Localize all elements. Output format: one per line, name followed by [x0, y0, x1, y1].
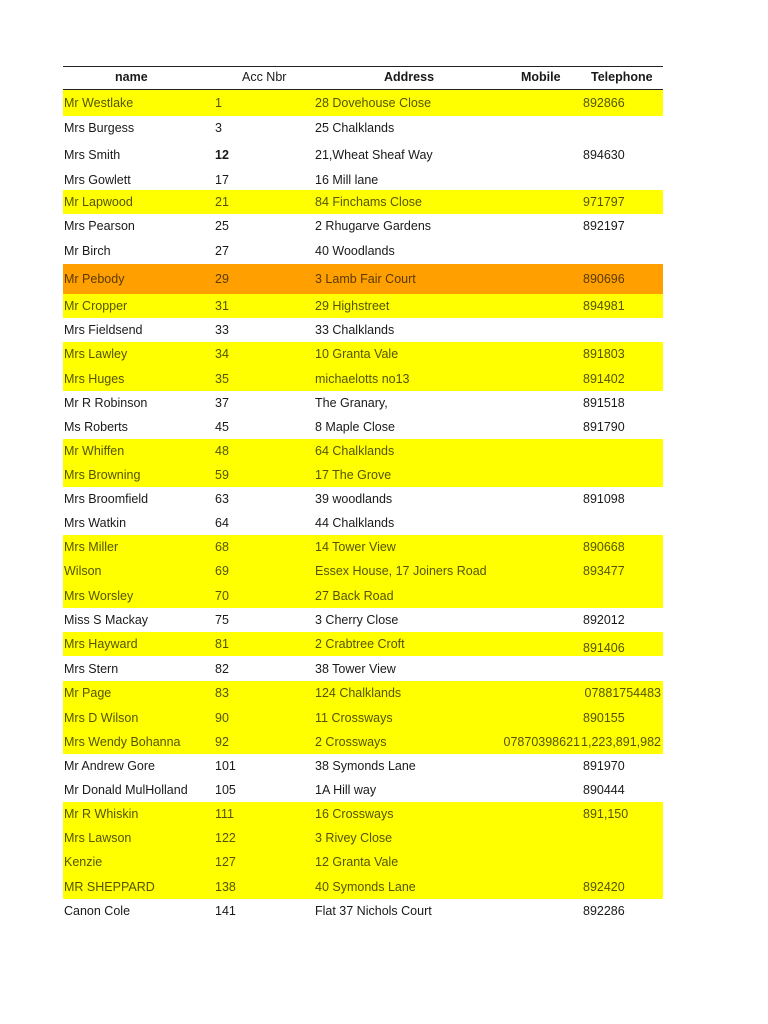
cell-name: Mrs Pearson [64, 219, 135, 233]
table-row [63, 705, 663, 730]
cell-address: The Granary, [315, 396, 388, 410]
table-row [63, 90, 663, 116]
cell-address: 3 Lamb Fair Court [315, 272, 416, 286]
cell-address: michaelotts no13 [315, 371, 410, 386]
table-header [63, 66, 663, 90]
cell-acc-nbr: 111 [215, 807, 235, 821]
table-row [63, 463, 663, 487]
cell-name: Mr Birch [64, 244, 111, 258]
cell-telephone: 891402 [583, 371, 625, 386]
cell-address: 29 Highstreet [315, 299, 390, 313]
cell-address: 64 Chalklands [315, 444, 395, 458]
cell-name: Kenzie [64, 855, 103, 869]
table-row [63, 342, 663, 366]
cell-name: Mrs Burgess [64, 121, 135, 135]
cell-telephone: 891803 [583, 347, 625, 361]
cell-address: Flat 37 Nichols Court [315, 904, 432, 918]
table-row [63, 850, 663, 874]
cell-telephone: 891790 [583, 420, 625, 434]
cell-name: Mrs Wendy Bohanna [64, 735, 181, 749]
cell-name: Mr Cropper [64, 299, 128, 313]
cell-telephone: 890155 [583, 710, 625, 725]
cell-telephone: 890444 [583, 783, 625, 797]
cell-acc-nbr: 70 [215, 588, 229, 603]
cell-telephone: 891,150 [583, 807, 629, 821]
table-body [63, 90, 663, 923]
table-row [63, 899, 663, 923]
table-row [63, 656, 663, 681]
cell-acc-nbr: 141 [215, 904, 236, 918]
cell-name: Mr Westlake [64, 96, 134, 110]
cell-address: 8 Maple Close [315, 420, 395, 434]
cell-acc-nbr: 82 [215, 661, 229, 676]
cell-acc-nbr: 25 [215, 219, 229, 233]
cell-acc-nbr: 48 [215, 444, 229, 458]
cell-telephone: 892866 [583, 96, 625, 110]
cell-name: MR SHEPPARD [64, 879, 155, 894]
cell-name: Mr Whiffen [64, 444, 125, 458]
cell-acc-nbr: 105 [215, 783, 236, 797]
table-row [63, 559, 663, 583]
cell-acc-nbr: 83 [215, 686, 229, 700]
cell-acc-nbr: 12 [215, 148, 229, 162]
cell-address: Essex House, 17 Joiners Road [315, 564, 487, 578]
cell-acc-nbr: 69 [215, 564, 229, 578]
cell-name: Mr Lapwood [64, 195, 133, 209]
cell-acc-nbr: 75 [215, 613, 229, 627]
cell-name: Mrs Watkin [64, 516, 127, 530]
cell-acc-nbr: 3 [215, 121, 222, 135]
cell-acc-nbr: 33 [215, 323, 229, 337]
cell-address: 2 Crabtree Croft [315, 637, 405, 651]
table-row [63, 391, 663, 415]
cell-acc-nbr: 92 [215, 735, 229, 749]
table-row [63, 632, 663, 656]
cell-acc-nbr: 63 [215, 492, 229, 506]
cell-name: Mrs Lawley [64, 347, 128, 361]
cell-telephone: 891970 [583, 759, 625, 773]
header-acc-nbr: Acc Nbr [242, 70, 287, 84]
header-address: Address [384, 70, 435, 84]
cell-name: Mrs Broomfield [64, 492, 149, 506]
cell-acc-nbr: 45 [215, 420, 229, 434]
cell-name: Mrs D Wilson [64, 710, 139, 725]
cell-address: 1A Hill way [315, 783, 377, 797]
cell-acc-nbr: 81 [215, 637, 229, 651]
cell-acc-nbr: 64 [215, 516, 229, 530]
cell-telephone: 891098 [583, 492, 625, 506]
cell-name: Miss S Mackay [64, 613, 149, 627]
cell-acc-nbr: 90 [215, 710, 229, 725]
cell-address: 10 Granta Vale [315, 347, 399, 361]
table-row [63, 214, 663, 238]
cell-telephone: 892420 [583, 879, 625, 894]
cell-address: 44 Chalklands [315, 516, 395, 530]
cell-acc-nbr: 35 [215, 371, 229, 386]
table-row [63, 802, 663, 826]
cell-acc-nbr: 29 [215, 272, 229, 286]
table-row [63, 140, 663, 170]
cell-name: Mrs Smith [64, 148, 121, 162]
table-row [63, 826, 663, 850]
table-row [63, 511, 663, 535]
cell-address: 3 Cherry Close [315, 613, 399, 627]
cell-address: 38 Tower View [315, 661, 396, 676]
header-mobile: Mobile [521, 70, 561, 84]
cell-name: Canon Cole [64, 904, 131, 918]
table-row [63, 294, 663, 318]
cell-telephone: 894630 [583, 148, 625, 162]
cell-name: Mrs Hayward [64, 637, 138, 651]
cell-name: Mr Pebody [64, 272, 125, 286]
cell-acc-nbr: 122 [215, 831, 236, 845]
cell-address: 25 Chalklands [315, 121, 395, 135]
table-row [63, 116, 663, 140]
cell-address: 40 Woodlands [315, 244, 395, 258]
cell-telephone: 1,223,891,982 [581, 735, 661, 749]
cell-address: 84 Finchams Close [315, 195, 422, 209]
cell-name: Mr Andrew Gore [64, 759, 156, 773]
cell-address: 14 Tower View [315, 540, 396, 554]
cell-telephone: 892012 [583, 613, 625, 627]
cell-acc-nbr: 17 [215, 173, 229, 187]
cell-address: 12 Granta Vale [315, 855, 399, 869]
cell-telephone: 971797 [583, 195, 625, 209]
contact-table [63, 66, 663, 923]
cell-name: Mrs Stern [64, 661, 119, 676]
cell-name: Mrs Huges [64, 371, 125, 386]
table-row [63, 318, 663, 342]
cell-address: 3 Rivey Close [315, 831, 393, 845]
cell-acc-nbr: 127 [215, 855, 236, 869]
cell-address: 124 Chalklands [315, 686, 402, 700]
cell-telephone: 890696 [583, 272, 625, 286]
table-row [63, 681, 663, 705]
cell-acc-nbr: 37 [215, 396, 229, 410]
cell-acc-nbr: 31 [215, 299, 229, 313]
table-row [63, 778, 663, 802]
cell-address: 2 Rhugarve Gardens [315, 219, 432, 233]
table-row [63, 439, 663, 463]
cell-address: 16 Crossways [315, 807, 394, 821]
cell-name: Mr Page [64, 686, 112, 700]
table-row [63, 583, 663, 608]
cell-name: Mr R Robinson [64, 396, 148, 410]
table-row [63, 415, 663, 439]
table-row [63, 608, 663, 632]
cell-telephone: 07881754483 [584, 686, 661, 700]
cell-telephone: 893477 [583, 564, 625, 578]
cell-address: 28 Dovehouse Close [315, 96, 432, 110]
table-row [63, 238, 663, 264]
cell-acc-nbr: 138 [215, 879, 236, 894]
header-name: name [115, 70, 148, 84]
cell-name: Mrs Gowlett [64, 173, 131, 187]
cell-acc-nbr: 101 [215, 759, 236, 773]
cell-telephone: 890668 [583, 540, 625, 554]
cell-address: 2 Crossways [315, 735, 387, 749]
cell-name: Mrs Worsley [64, 588, 134, 603]
cell-acc-nbr: 21 [215, 195, 229, 209]
cell-telephone: 891406 [583, 641, 625, 655]
cell-address: 11 Crossways [315, 710, 393, 725]
cell-mobile: 07870398621 [503, 735, 580, 749]
cell-name: Mrs Fieldsend [64, 323, 143, 337]
cell-address: 21,Wheat Sheaf Way [315, 148, 433, 162]
cell-telephone: 892286 [583, 904, 625, 918]
cell-acc-nbr: 1 [215, 96, 222, 110]
cell-name: Wilson [64, 564, 102, 578]
cell-address: 39 woodlands [315, 492, 393, 506]
table-row [63, 170, 663, 190]
cell-acc-nbr: 68 [215, 540, 229, 554]
cell-name: Mr R Whiskin [64, 807, 139, 821]
cell-address: 33 Chalklands [315, 323, 395, 337]
cell-telephone: 894981 [583, 299, 625, 313]
cell-address: 40 Symonds Lane [315, 879, 416, 894]
cell-telephone: 891518 [583, 396, 625, 410]
table-row [63, 754, 663, 778]
cell-address: 16 Mill lane [315, 173, 379, 187]
cell-acc-nbr: 59 [215, 468, 229, 482]
cell-name: Mrs Browning [64, 468, 141, 482]
table-row [63, 366, 663, 391]
table-row [63, 730, 663, 754]
cell-address: 38 Symonds Lane [315, 759, 416, 773]
cell-name: Mrs Miller [64, 540, 119, 554]
cell-name: Mr Donald MulHolland [64, 783, 188, 797]
table-row [63, 535, 663, 559]
cell-acc-nbr: 27 [215, 244, 229, 258]
table-row [63, 874, 663, 899]
cell-address: 27 Back Road [315, 588, 394, 603]
table-row [63, 190, 663, 214]
cell-name: Ms Roberts [64, 420, 128, 434]
cell-name: Mrs Lawson [64, 831, 132, 845]
header-telephone: Telephone [591, 70, 653, 84]
cell-telephone: 892197 [583, 219, 625, 233]
table-row [63, 264, 663, 294]
table-row [63, 487, 663, 511]
cell-address: 17 The Grove [315, 468, 392, 482]
cell-acc-nbr: 34 [215, 347, 229, 361]
